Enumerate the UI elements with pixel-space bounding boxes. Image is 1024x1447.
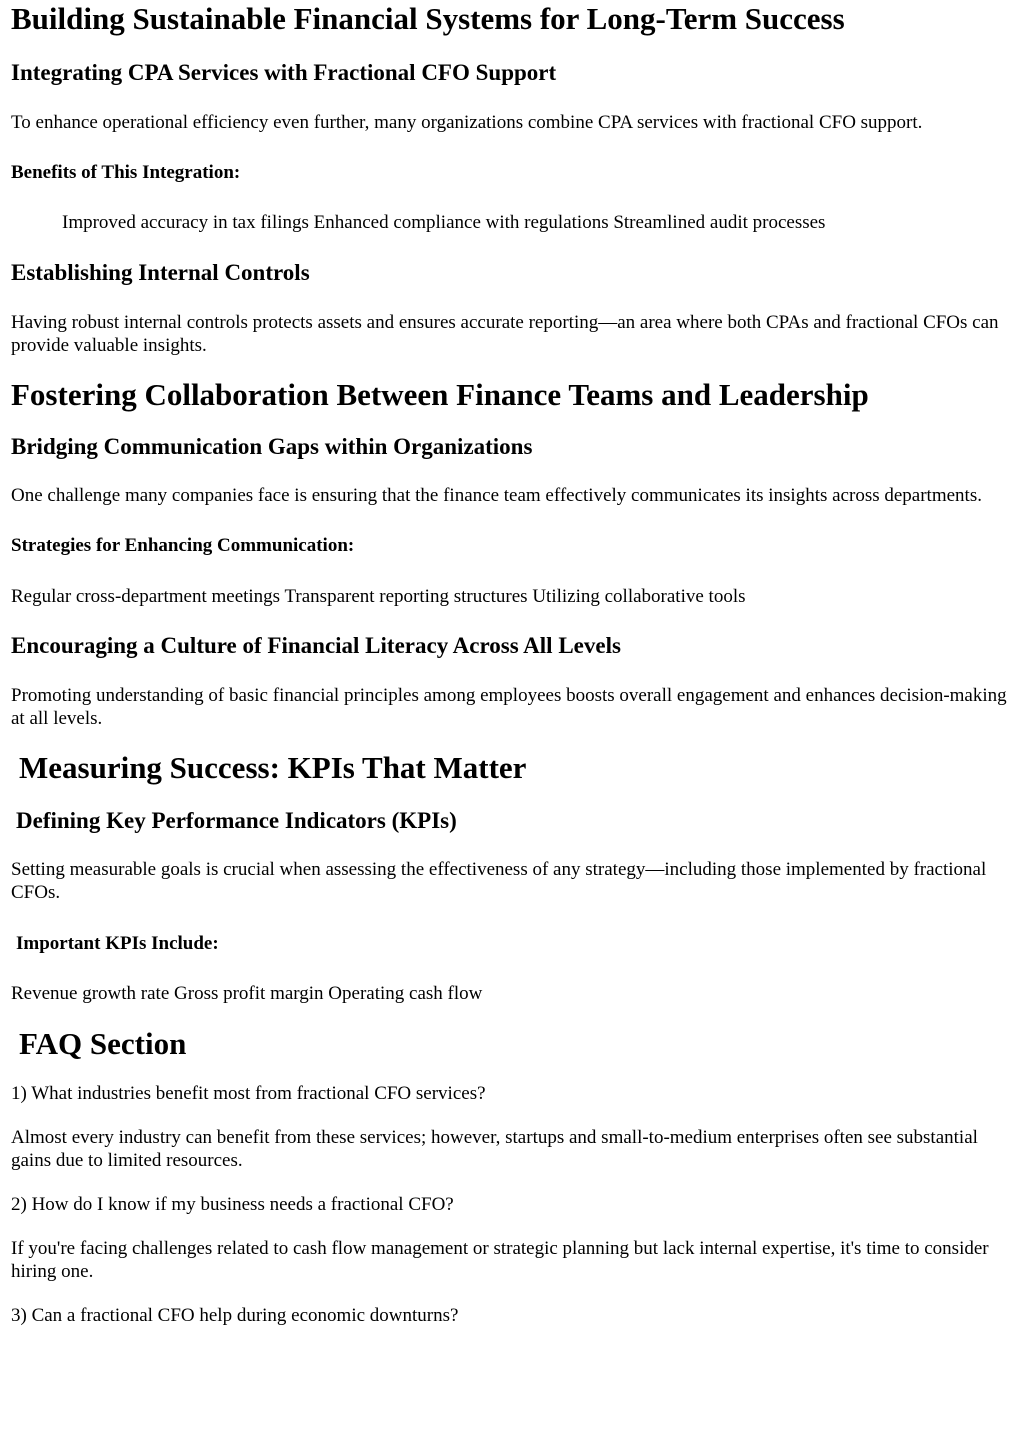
section-title-measuring-success: Measuring Success: KPIs That Matter <box>19 750 527 785</box>
faq-question-2: 2) How do I know if my business needs a fractional CFO? <box>11 1194 454 1215</box>
section-title-faq: FAQ Section <box>19 1026 187 1061</box>
paragraph-financial-literacy: Promoting understanding of basic financial principles among employees boosts overall engagement and enhances decision-making at all levels. <box>11 685 1007 729</box>
faq-question-1: 1) What industries benefit most from fractional CFO services? <box>11 1083 486 1104</box>
list-kpis: Revenue growth rate Gross profit margin Operating cash flow <box>11 983 483 1004</box>
paragraph-integrating-cpa: To enhance operational efficiency even further, many organizations combine CPA services with fractional CFO support. <box>11 112 923 133</box>
heading-communication-gaps: Bridging Communication Gaps within Organizations <box>11 434 533 459</box>
heading-important-kpis: Important KPIs Include: <box>16 933 219 954</box>
faq-answer-1: Almost every industry can benefit from these services; however, startups and small-to-medium enterprises often see substantial gains due to limited resources. <box>11 1127 978 1171</box>
heading-financial-literacy: Encouraging a Culture of Financial Literacy Across All Levels <box>11 633 621 658</box>
list-strategies: Regular cross-department meetings Transparent reporting structures Utilizing collaborative tools <box>11 586 746 607</box>
heading-strategies: Strategies for Enhancing Communication: <box>11 535 355 556</box>
heading-internal-controls: Establishing Internal Controls <box>11 260 310 285</box>
paragraph-communication-gaps: One challenge many companies face is ensuring that the finance team effectively communicates its insights across departments. <box>11 485 982 506</box>
paragraph-defining-kpis: Setting measurable goals is crucial when assessing the effectiveness of any strategy—including those implemented by fractional CFOs. <box>11 859 987 903</box>
section-title-fostering-collaboration: Fostering Collaboration Between Finance Teams and Leadership <box>11 377 869 412</box>
paragraph-internal-controls: Having robust internal controls protects assets and ensures accurate reporting—an area where both CPAs and fractional CFOs can provide valuable insights. <box>11 312 999 356</box>
list-benefits: Improved accuracy in tax filings Enhanced compliance with regulations Streamlined audit processes <box>62 212 826 233</box>
heading-defining-kpis: Defining Key Performance Indicators (KPIs) <box>16 808 457 833</box>
heading-benefits: Benefits of This Integration: <box>11 162 241 183</box>
section-title-building-systems: Building Sustainable Financial Systems for Long-Term Success <box>11 1 845 36</box>
heading-integrating-cpa: Integrating CPA Services with Fractional CFO Support <box>11 60 557 85</box>
faq-answer-2: If you're facing challenges related to cash flow management or strategic planning but lack internal expertise, it's time to consider hiring one. <box>11 1238 989 1282</box>
faq-question-3: 3) Can a fractional CFO help during economic downturns? <box>11 1305 459 1326</box>
article <box>0 1 1024 1327</box>
